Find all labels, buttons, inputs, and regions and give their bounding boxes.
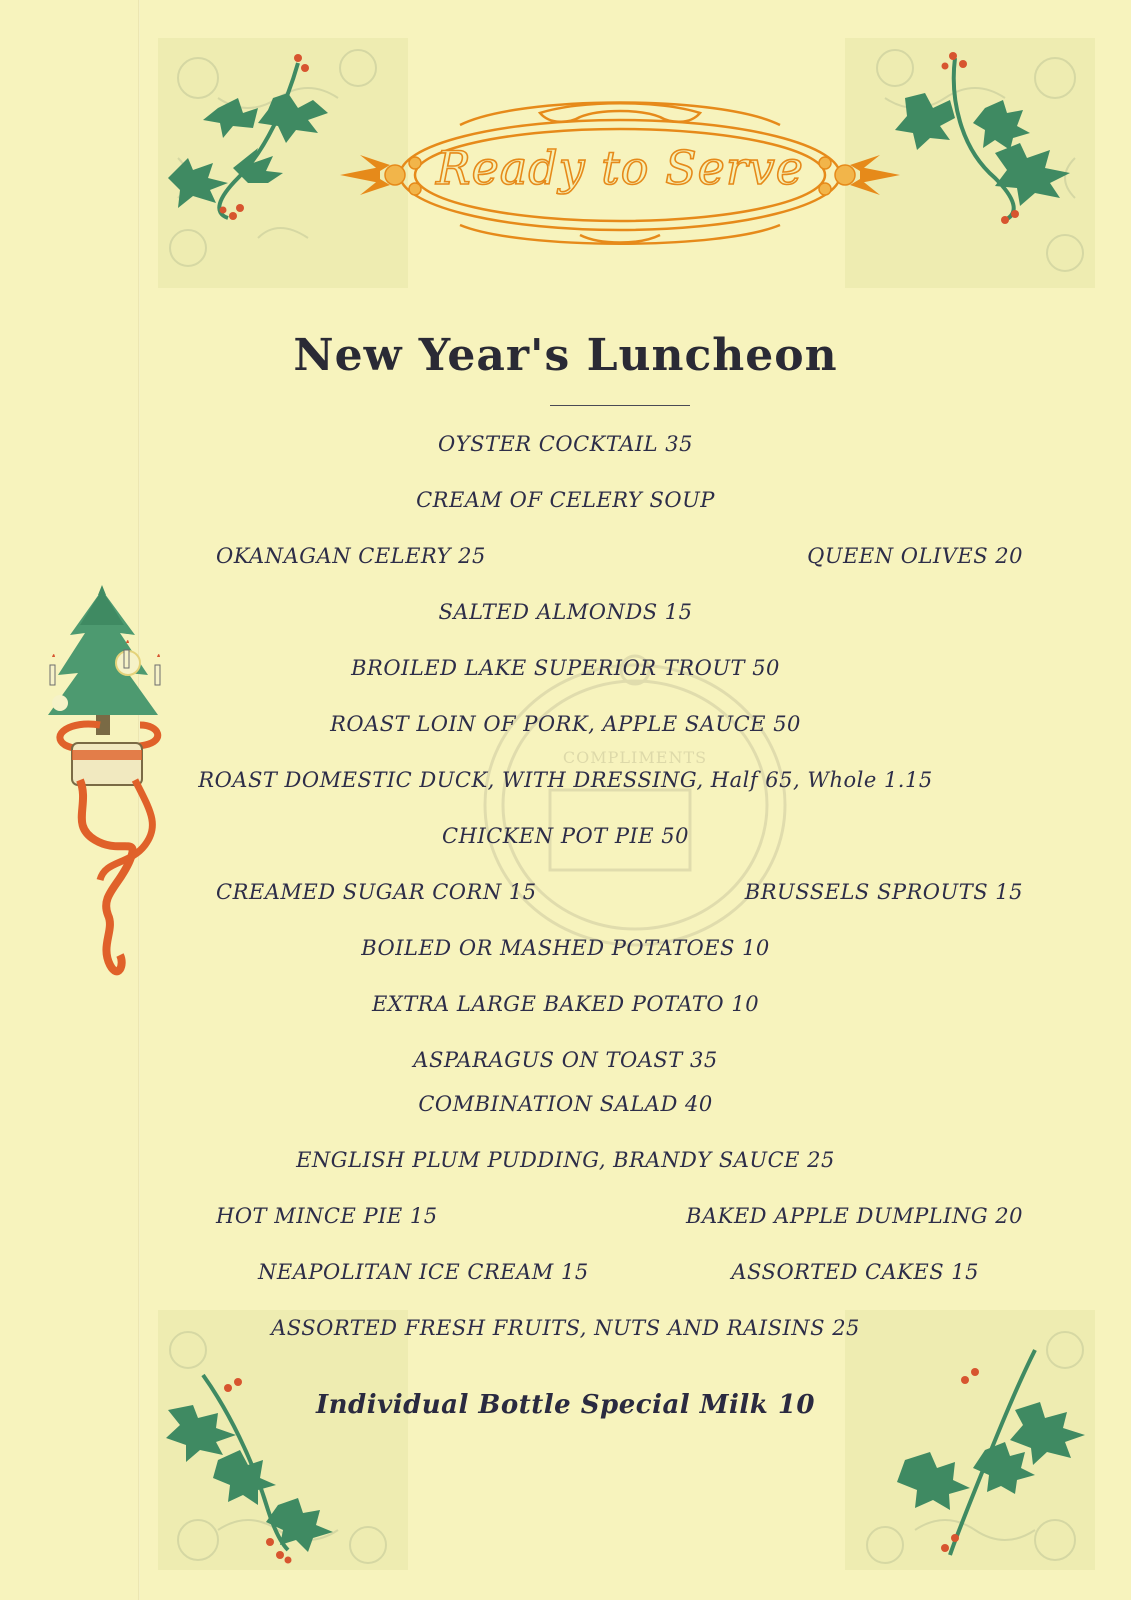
- menu-item-creamed-corn: CREAMED SUGAR CORN 15: [216, 880, 537, 904]
- menu-item-fruits-nuts: ASSORTED FRESH FRUITS, NUTS AND RAISINS 25: [271, 1316, 860, 1340]
- banner-title: Ready to Serve: [435, 141, 805, 195]
- menu-item-plum-pudding: ENGLISH PLUM PUDDING, BRANDY SAUCE 25: [296, 1148, 835, 1172]
- watermark-text: COMPLIMENTS: [562, 748, 708, 767]
- title-divider: [550, 405, 690, 406]
- menu-item-brussels-sprouts: BRUSSELS SPROUTS 15: [744, 880, 1023, 904]
- menu-item-roast-duck: ROAST DOMESTIC DUCK, WITH DRESSING, Half 65, Whole 1.15: [198, 768, 933, 792]
- menu-item-asparagus: ASPARAGUS ON TOAST 35: [413, 1048, 718, 1072]
- menu-item-combination-salad: COMBINATION SALAD 40: [418, 1092, 713, 1116]
- menu-item-assorted-cakes: ASSORTED CAKES 15: [731, 1260, 979, 1284]
- menu-item-apple-dumpling: BAKED APPLE DUMPLING 20: [686, 1204, 1023, 1228]
- ready-to-serve-banner: [340, 95, 900, 255]
- menu-item-mince-pie: HOT MINCE PIE 15: [216, 1204, 438, 1228]
- menu-item-roast-pork: ROAST LOIN OF PORK, APPLE SAUCE 50: [330, 712, 801, 736]
- menu-item-salted-almonds: SALTED ALMONDS 15: [438, 600, 693, 624]
- menu-item-queen-olives: QUEEN OLIVES 20: [807, 544, 1023, 568]
- menu-item-potatoes: BOILED OR MASHED POTATOES 10: [361, 936, 770, 960]
- page-title: New Year's Luncheon: [293, 330, 838, 381]
- special-milk: Individual Bottle Special Milk 10: [315, 1390, 816, 1420]
- menu-item-baked-potato: EXTRA LARGE BAKED POTATO 10: [371, 992, 760, 1016]
- menu-item-chicken-pot-pie: CHICKEN POT PIE 50: [442, 824, 689, 848]
- menu-item-oyster-cocktail: OYSTER COCKTAIL 35: [438, 432, 693, 456]
- menu-item-okanagan-celery: OKANAGAN CELERY 25: [216, 544, 486, 568]
- compliments-watermark: [455, 640, 815, 970]
- holly-corner-bottom-left: [158, 1310, 408, 1570]
- menu-item-celery-soup: CREAM OF CELERY SOUP: [416, 488, 715, 512]
- menu-item-ice-cream: NEAPOLITAN ICE CREAM 15: [258, 1260, 589, 1284]
- holly-corner-bottom-right: [845, 1310, 1095, 1570]
- menu-item-trout: BROILED LAKE SUPERIOR TROUT 50: [351, 656, 780, 680]
